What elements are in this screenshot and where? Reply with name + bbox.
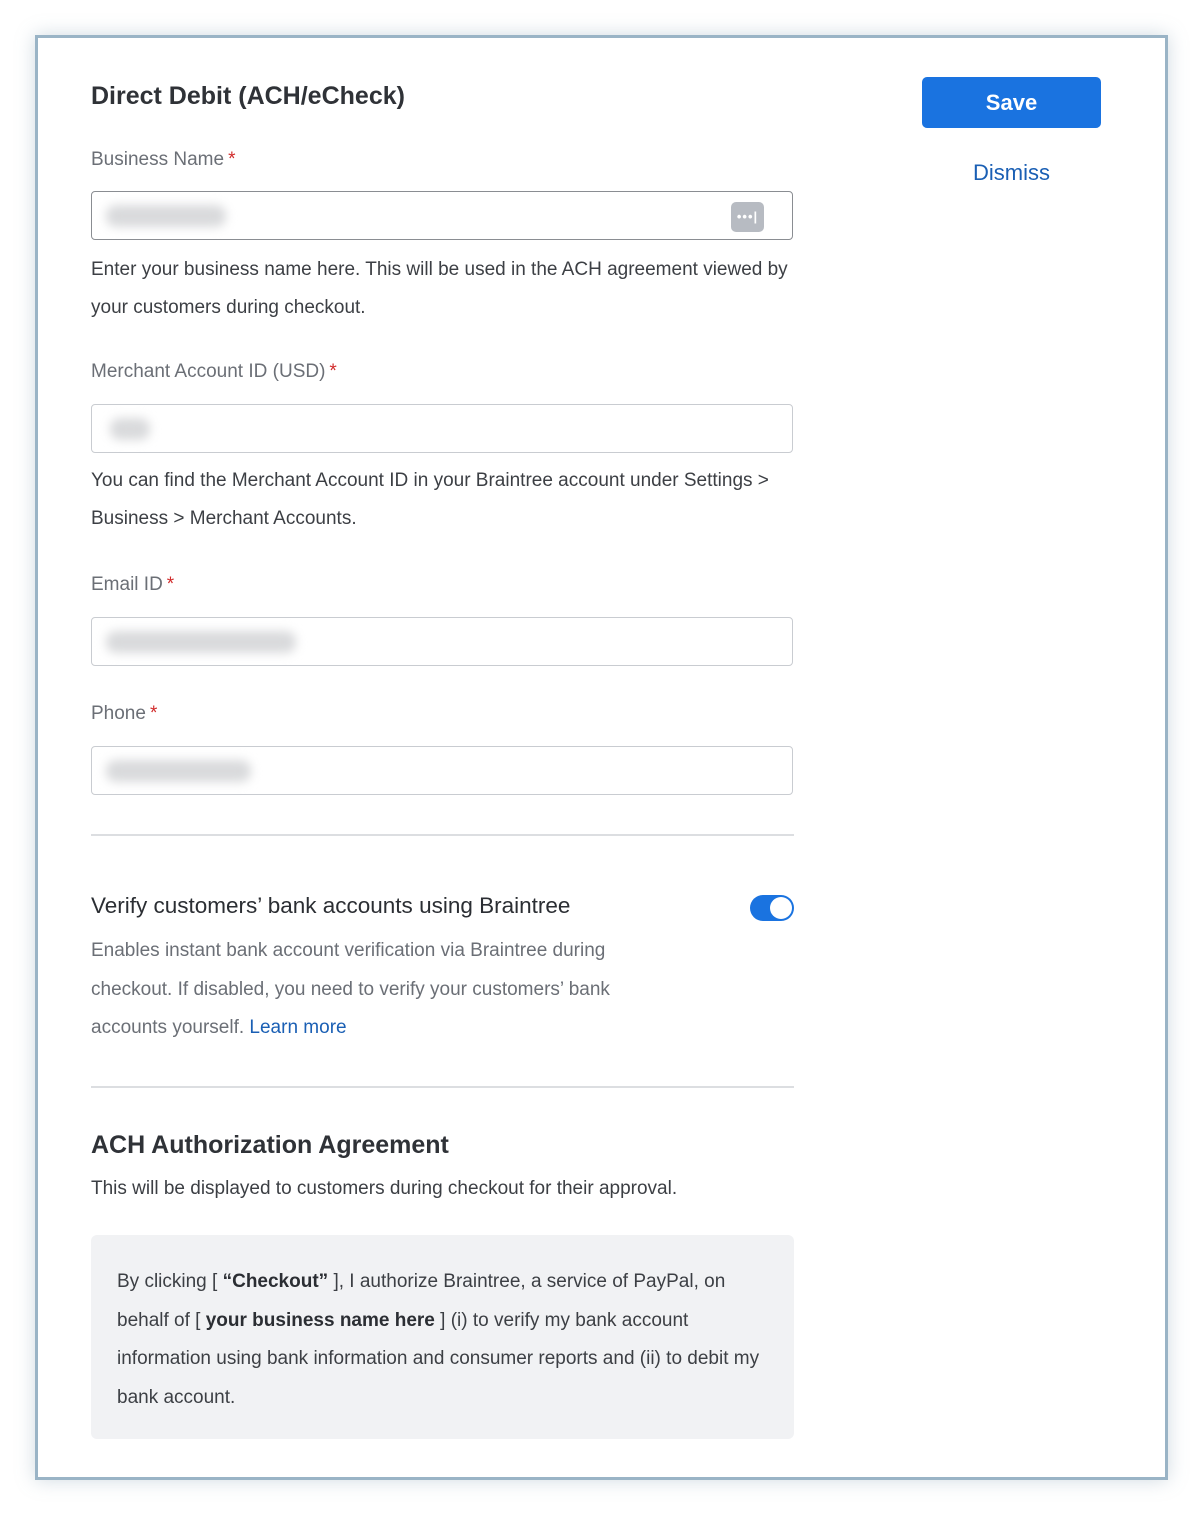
- ach-title: ACH Authorization Agreement: [91, 1131, 449, 1159]
- verify-toggle[interactable]: [750, 895, 794, 921]
- phone-input[interactable]: [91, 746, 793, 795]
- dismiss-link[interactable]: Dismiss: [973, 160, 1050, 185]
- business-name-input[interactable]: [91, 191, 793, 240]
- settings-panel: [35, 35, 1168, 1480]
- redacted-value: [106, 760, 251, 782]
- redacted-value: [110, 418, 150, 440]
- required-marker: *: [228, 149, 236, 170]
- business-name-help: Enter your business name here. This will be used in the ACH agreement viewed by your customers during checkout.: [91, 259, 788, 318]
- save-button[interactable]: Save: [922, 77, 1101, 128]
- password-manager-icon[interactable]: •••|: [731, 202, 764, 232]
- required-marker: *: [149, 703, 158, 724]
- required-marker: *: [329, 361, 337, 382]
- ach-agreement-box: By clicking [ “Checkout” ], I authorize Braintree, a service of PayPal, on behalf of [ your business name here ] (i) to verify my bank account information using bank information and consumer reports and (ii) to debit my bank account.: [91, 1235, 794, 1439]
- email-id-input[interactable]: [91, 617, 793, 666]
- business-name-placeholder: your business name here: [205, 1309, 435, 1331]
- merchant-account-id-help: You can find the Merchant Account ID in your Braintree account under Settings > Business > Merchant Accounts.: [91, 470, 769, 529]
- ach-subtitle: This will be displayed to customers during checkout for their approval.: [91, 1178, 678, 1199]
- checkout-term: “Checkout”: [222, 1271, 329, 1292]
- redacted-value: [106, 205, 226, 227]
- merchant-account-id-label: Merchant Account ID (USD) *: [91, 361, 337, 382]
- phone-label: Phone *: [91, 703, 158, 724]
- divider: [91, 834, 794, 836]
- verify-title: Verify customers’ bank accounts using Braintree: [91, 893, 571, 918]
- email-id-label: Email ID *: [91, 574, 175, 595]
- learn-more-link[interactable]: Learn more: [249, 1017, 347, 1038]
- merchant-account-id-input[interactable]: [91, 404, 793, 453]
- redacted-value: [106, 631, 296, 653]
- verify-description: Enables instant bank account verification via Braintree during checkout. If disabled, you need to verify your customers’ bank accounts yourself. Learn more: [91, 940, 610, 1038]
- divider: [91, 1086, 794, 1088]
- toggle-knob: [770, 897, 792, 919]
- business-name-label: Business Name *: [91, 149, 236, 170]
- page-title: Direct Debit (ACH/eCheck): [91, 82, 405, 110]
- required-marker: *: [166, 574, 175, 595]
